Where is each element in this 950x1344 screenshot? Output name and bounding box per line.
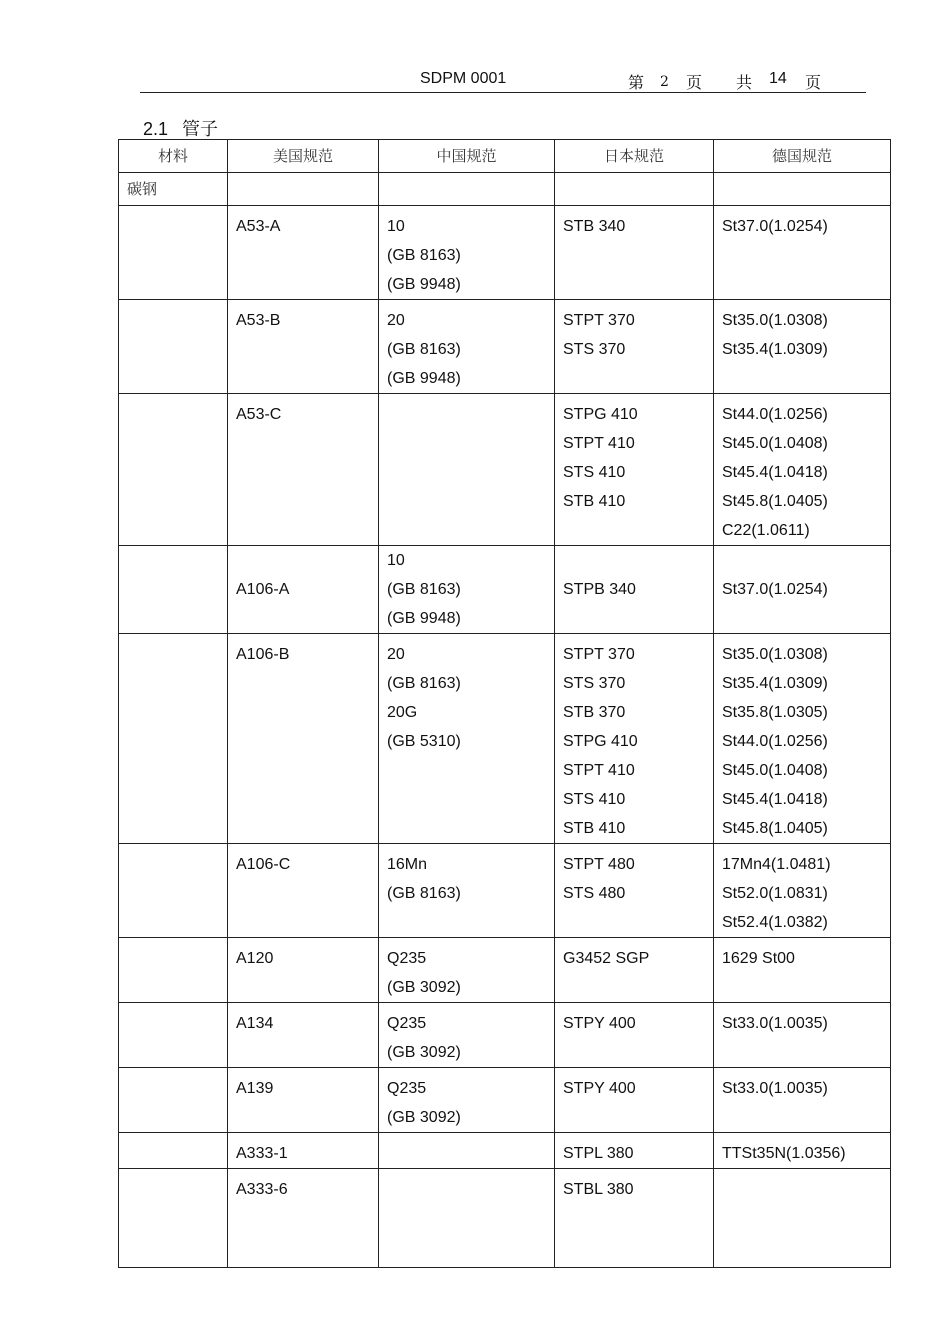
- material-cell: [119, 1068, 228, 1133]
- table-cell: [555, 173, 714, 206]
- material-cell: [119, 1003, 228, 1068]
- us-spec-cell-line: A106-C: [236, 856, 291, 873]
- header-us-spec: 美国规范: [228, 140, 379, 173]
- cn-spec-cell-line: 10: [387, 552, 405, 569]
- us-spec-cell-line: A53-A: [236, 218, 281, 235]
- de-spec-cell: [714, 1068, 891, 1133]
- cn-spec-cell-line: (GB 8163): [387, 885, 461, 902]
- cn-spec-cell-line: (GB 3092): [387, 1044, 461, 1061]
- jp-spec-cell-line: STS 480: [563, 885, 626, 902]
- de-spec-cell-line: St44.0(1.0256): [722, 733, 828, 750]
- jp-spec-cell-line: STS 370: [563, 341, 626, 358]
- jp-spec-cell-line: STPY 400: [563, 1015, 636, 1032]
- header-de-spec: 德国规范: [714, 140, 891, 173]
- us-spec-cell-line: A53-C: [236, 406, 282, 423]
- us-spec-cell: [228, 634, 379, 844]
- cn-spec-cell-line: (GB 5310): [387, 733, 461, 750]
- de-spec-cell: [714, 1003, 891, 1068]
- cn-spec-cell: [379, 1169, 555, 1268]
- table-row: [119, 938, 891, 1003]
- de-spec-cell-line: St52.4(1.0382): [722, 914, 828, 931]
- jp-spec-cell: [555, 1068, 714, 1133]
- table-row: [119, 844, 891, 938]
- category-row: [119, 173, 891, 206]
- de-spec-cell-line: St33.0(1.0035): [722, 1015, 828, 1032]
- de-spec-cell: [714, 634, 891, 844]
- de-spec-cell-line: C22(1.0611): [722, 522, 810, 539]
- total-unit: 页: [805, 73, 822, 92]
- table-header-row: [119, 140, 891, 173]
- jp-spec-cell-line: STPT 370: [563, 646, 635, 663]
- us-spec-cell: [228, 938, 379, 1003]
- material-cell: [119, 844, 228, 938]
- cn-spec-cell-line: (GB 3092): [387, 979, 461, 996]
- material-cell: [119, 1169, 228, 1268]
- de-spec-cell-line: St45.0(1.0408): [722, 762, 828, 779]
- page-unit: 页: [686, 73, 703, 92]
- table-row: [119, 206, 891, 300]
- material-cell: [119, 1133, 228, 1169]
- page-header: [140, 64, 866, 93]
- de-spec-cell-line: St45.4(1.0418): [722, 464, 828, 481]
- de-spec-cell-line: St45.8(1.0405): [722, 820, 828, 837]
- jp-spec-cell: [555, 1003, 714, 1068]
- material-cell: [119, 546, 228, 634]
- us-spec-cell-line: A53-B: [236, 312, 281, 329]
- us-spec-cell: [228, 546, 379, 634]
- us-spec-cell: [228, 394, 379, 546]
- de-spec-cell-line: St37.0(1.0254): [722, 581, 828, 598]
- de-spec-cell: [714, 938, 891, 1003]
- cn-spec-cell-line: Q235: [387, 950, 427, 967]
- jp-spec-cell-line: G3452 SGP: [563, 950, 650, 967]
- de-spec-cell-line: St33.0(1.0035): [722, 1080, 828, 1097]
- cn-spec-cell-line: (GB 8163): [387, 341, 461, 358]
- de-spec-cell-line: TTSt35N(1.0356): [722, 1145, 846, 1162]
- us-spec-cell: [228, 300, 379, 394]
- us-spec-cell-line: A333-6: [236, 1181, 288, 1198]
- jp-spec-cell: [555, 1133, 714, 1169]
- cn-spec-cell-line: (GB 8163): [387, 247, 461, 264]
- cn-spec-cell: [379, 300, 555, 394]
- doc-code: SDPM 0001: [420, 70, 507, 87]
- de-spec-cell: [714, 1133, 891, 1169]
- header-material: 材料: [119, 140, 228, 173]
- us-spec-cell-line: A120: [236, 950, 274, 967]
- de-spec-cell: [714, 206, 891, 300]
- jp-spec-cell-line: STBL 380: [563, 1181, 634, 1198]
- de-spec-cell-line: St52.0(1.0831): [722, 885, 828, 902]
- table-cell: [379, 173, 555, 206]
- cn-spec-cell: [379, 206, 555, 300]
- section-name: 管子: [182, 119, 219, 140]
- cn-spec-cell-line: (GB 9948): [387, 610, 461, 627]
- de-spec-cell: [714, 394, 891, 546]
- cn-spec-cell-line: 20: [387, 646, 405, 663]
- table-cell: [228, 173, 379, 206]
- jp-spec-cell: [555, 300, 714, 394]
- material-cell: [119, 300, 228, 394]
- us-spec-cell: [228, 844, 379, 938]
- cn-spec-cell-line: 16Mn: [387, 856, 428, 873]
- us-spec-cell-line: A106-A: [236, 581, 290, 598]
- jp-spec-cell-line: STPG 410: [563, 406, 638, 423]
- de-spec-cell-line: St45.0(1.0408): [722, 435, 828, 452]
- de-spec-cell-line: 1629 St00: [722, 950, 795, 967]
- total-pages: 14: [769, 70, 787, 87]
- jp-spec-cell-line: STS 410: [563, 464, 626, 481]
- header-cn-spec: 中国规范: [379, 140, 555, 173]
- section-title: [143, 115, 218, 141]
- material-cell: [119, 206, 228, 300]
- page-prefix: 第: [628, 73, 645, 92]
- de-spec-cell: [714, 546, 891, 634]
- us-spec-cell: [228, 1068, 379, 1133]
- us-spec-cell: [228, 206, 379, 300]
- jp-spec-cell-line: STB 410: [563, 493, 626, 510]
- table-row: [119, 634, 891, 844]
- jp-spec-cell-line: STS 410: [563, 791, 626, 808]
- jp-spec-cell-line: STPT 370: [563, 312, 635, 329]
- de-spec-cell-line: St35.4(1.0309): [722, 341, 828, 358]
- header-jp-spec: 日本规范: [555, 140, 714, 173]
- table-row: [119, 394, 891, 546]
- cn-spec-cell: [379, 546, 555, 634]
- cn-spec-cell: [379, 938, 555, 1003]
- jp-spec-cell-line: STB 370: [563, 704, 626, 721]
- table-cell: [714, 173, 891, 206]
- section-number: 2.1: [143, 119, 169, 139]
- de-spec-cell: [714, 1169, 891, 1268]
- de-spec-cell-line: St44.0(1.0256): [722, 406, 828, 423]
- de-spec-cell: [714, 844, 891, 938]
- table-row: [119, 1169, 891, 1268]
- table-row: [119, 300, 891, 394]
- cn-spec-cell-line: (GB 9948): [387, 276, 461, 293]
- us-spec-cell: [228, 1169, 379, 1268]
- material-cell: [119, 938, 228, 1003]
- jp-spec-cell: [555, 394, 714, 546]
- cn-spec-cell: [379, 1068, 555, 1133]
- jp-spec-cell: [555, 546, 714, 634]
- jp-spec-cell: [555, 844, 714, 938]
- total-prefix: 共: [736, 73, 753, 92]
- cn-spec-cell-line: (GB 3092): [387, 1109, 461, 1126]
- us-spec-cell: [228, 1133, 379, 1169]
- cn-spec-cell: [379, 394, 555, 546]
- jp-spec-cell-line: STPT 410: [563, 762, 635, 779]
- de-spec-cell-line: St35.4(1.0309): [722, 675, 828, 692]
- cn-spec-cell-line: (GB 8163): [387, 581, 461, 598]
- us-spec-cell-line: A139: [236, 1080, 274, 1097]
- us-spec-cell-line: A333-1: [236, 1145, 288, 1162]
- jp-spec-cell-line: STPT 410: [563, 435, 635, 452]
- cn-spec-cell: [379, 1133, 555, 1169]
- jp-spec-cell-line: STS 370: [563, 675, 626, 692]
- table-row: [119, 1003, 891, 1068]
- de-spec-cell-line: St35.0(1.0308): [722, 312, 828, 329]
- de-spec-cell-line: St35.0(1.0308): [722, 646, 828, 663]
- de-spec-cell-line: St45.4(1.0418): [722, 791, 828, 808]
- us-spec-cell-line: A106-B: [236, 646, 290, 663]
- us-spec-cell: [228, 1003, 379, 1068]
- table-row: [119, 1068, 891, 1133]
- category-label: 碳钢: [119, 173, 228, 206]
- de-spec-cell-line: 17Mn4(1.0481): [722, 856, 831, 873]
- jp-spec-cell-line: STB 410: [563, 820, 626, 837]
- cn-spec-cell-line: 10: [387, 218, 405, 235]
- cn-spec-cell-line: Q235: [387, 1080, 427, 1097]
- cn-spec-cell-line: Q235: [387, 1015, 427, 1032]
- cn-spec-cell: [379, 1003, 555, 1068]
- page-number: 2: [660, 74, 669, 90]
- de-spec-cell-line: St37.0(1.0254): [722, 218, 828, 235]
- de-spec-cell-line: St35.8(1.0305): [722, 704, 828, 721]
- jp-spec-cell-line: STPG 410: [563, 733, 638, 750]
- cn-spec-cell-line: (GB 9948): [387, 370, 461, 387]
- cn-spec-cell-line: (GB 8163): [387, 675, 461, 692]
- cn-spec-cell: [379, 844, 555, 938]
- jp-spec-cell-line: STPL 380: [563, 1145, 634, 1162]
- material-cell: [119, 634, 228, 844]
- jp-spec-cell-line: STPY 400: [563, 1080, 636, 1097]
- table-row: [119, 1133, 891, 1169]
- us-spec-cell-line: A134: [236, 1015, 274, 1032]
- material-cell: [119, 394, 228, 546]
- jp-spec-cell: [555, 1169, 714, 1268]
- jp-spec-cell-line: STPB 340: [563, 581, 636, 598]
- table-row: [119, 546, 891, 634]
- jp-spec-cell-line: STB 340: [563, 218, 626, 235]
- de-spec-cell-line: St45.8(1.0405): [722, 493, 828, 510]
- cn-spec-cell: [379, 634, 555, 844]
- jp-spec-cell: [555, 634, 714, 844]
- jp-spec-cell: [555, 938, 714, 1003]
- cn-spec-cell-line: 20: [387, 312, 405, 329]
- jp-spec-cell-line: STPT 480: [563, 856, 635, 873]
- material-spec-table: [118, 139, 891, 1268]
- jp-spec-cell: [555, 206, 714, 300]
- cn-spec-cell-line: 20G: [387, 704, 418, 721]
- de-spec-cell: [714, 300, 891, 394]
